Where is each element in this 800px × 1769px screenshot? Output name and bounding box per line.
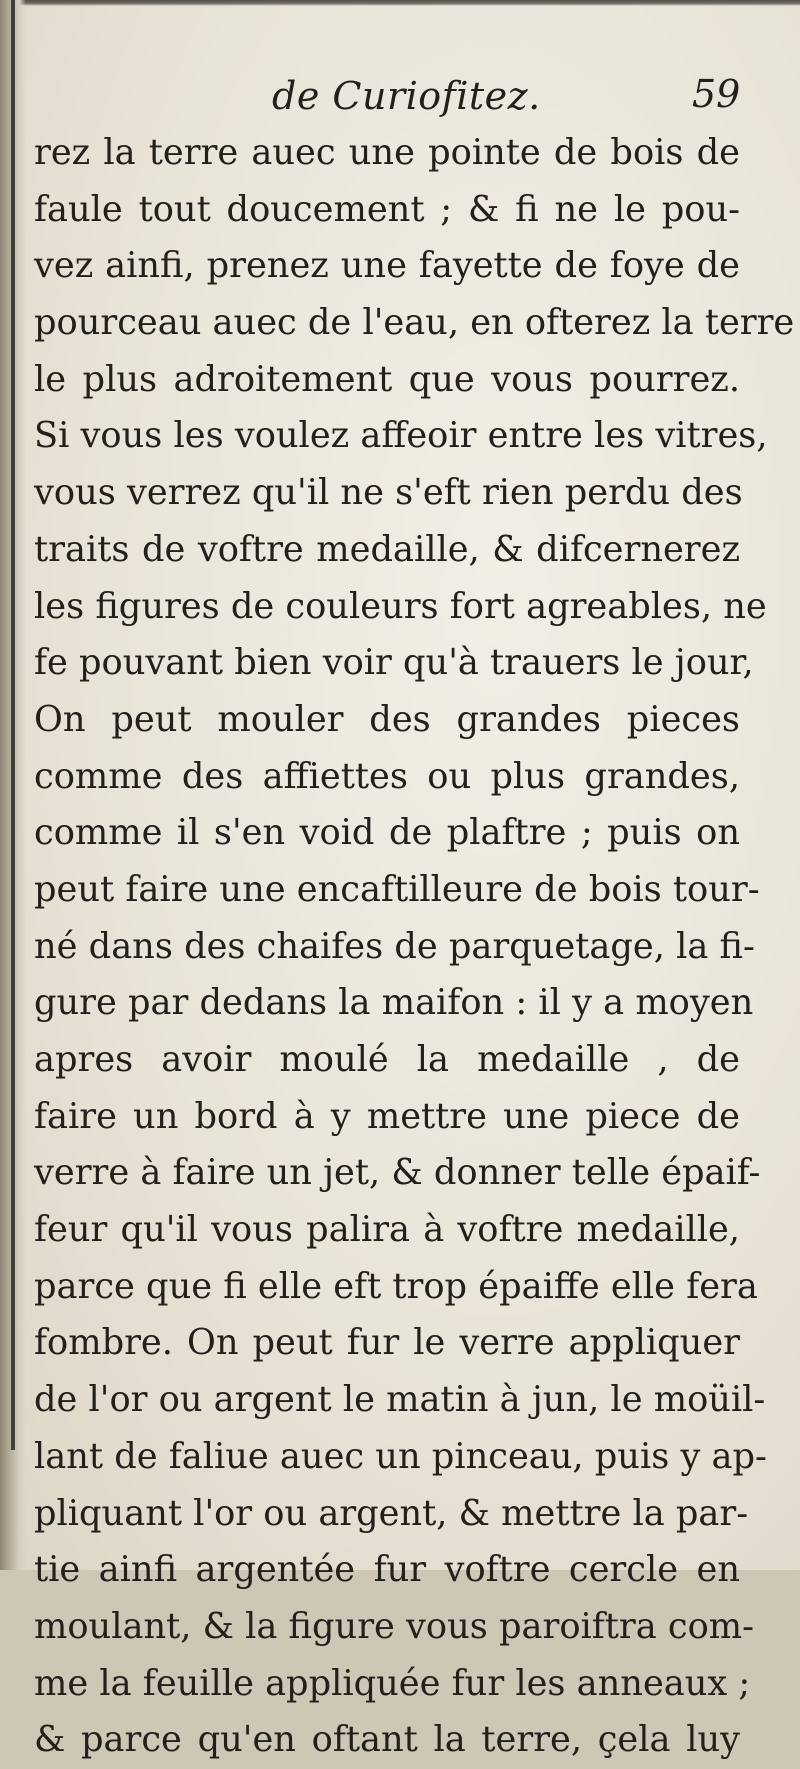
text-line: rez la terre auec une pointe de bois de (34, 132, 740, 173)
text-line: gure par dedans la maifon : il y a moyen (34, 982, 754, 1024)
text-line: tie ainfi argentée fur voftre cercle en (34, 1549, 740, 1591)
text-line: faule tout doucement ; & fi ne le pou- (34, 188, 740, 230)
text-line: traits de voftre medaille, & difcernerez (34, 528, 740, 570)
text-line: faire un bord à y mettre une piece de (34, 1095, 740, 1137)
text-line: pliquant l'or ou argent, & mettre la par- (34, 1492, 749, 1534)
body-text (34, 125, 795, 1769)
text-line: lant de faliue auec un pinceau, puis y ap- (34, 1435, 767, 1477)
text-line: Si vous les voulez affeoir entre les vitres, (34, 415, 768, 457)
text-line: fombre. On peut fur le verre appliquer (34, 1322, 740, 1364)
page-number: 59 (692, 72, 741, 116)
text-line: les figures de couleurs fort agreables, ne (34, 585, 767, 627)
text-line: parce que fi elle eft trop épaiffe elle fera (34, 1265, 758, 1307)
text-line: vous verrez qu'il ne s'eft rien perdu des (34, 472, 743, 514)
text-line: vez ainfi, prenez une fayette de foye de (34, 245, 740, 287)
text-line: me la feuille appliquée fur les anneaux ; (34, 1662, 751, 1704)
binding-edge-line (11, 0, 15, 1450)
text-line: feur qu'il vous palira à voftre medaille, (34, 1209, 740, 1251)
text-line: le plus adroitement que vous pourrez. (34, 358, 740, 400)
text-line: peut faire une encaftilleure de bois tour- (34, 868, 760, 910)
text-line: comme il s'en void de plaftre ; puis on (34, 812, 740, 854)
text-line: né dans des chaifes de parquetage, la fi- (34, 925, 755, 967)
text-line: On peut mouler des grandes pieces (34, 698, 740, 740)
running-head-title: de Curiofitez. (272, 74, 541, 118)
running-head (0, 70, 800, 130)
top-edge-shadow (0, 0, 800, 6)
text-line: apres avoir moulé la medaille , de (34, 1039, 740, 1080)
text-line: moulant, & la figure vous paroiftra com- (34, 1605, 755, 1647)
text-line: verre à faire un jet, & donner telle épaif- (34, 1152, 761, 1194)
text-line: & parce qu'en oftant la terre, çela luy (34, 1719, 740, 1761)
text-line: pourceau auec de l'eau, en ofterez la terre (34, 302, 795, 344)
text-line: de l'or ou argent le matin à jun, le moüil- (34, 1379, 766, 1421)
text-line: comme des affiettes ou plus grandes, (34, 755, 740, 797)
text-line: fe pouvant bien voir qu'à trauers le jour, (34, 642, 754, 684)
